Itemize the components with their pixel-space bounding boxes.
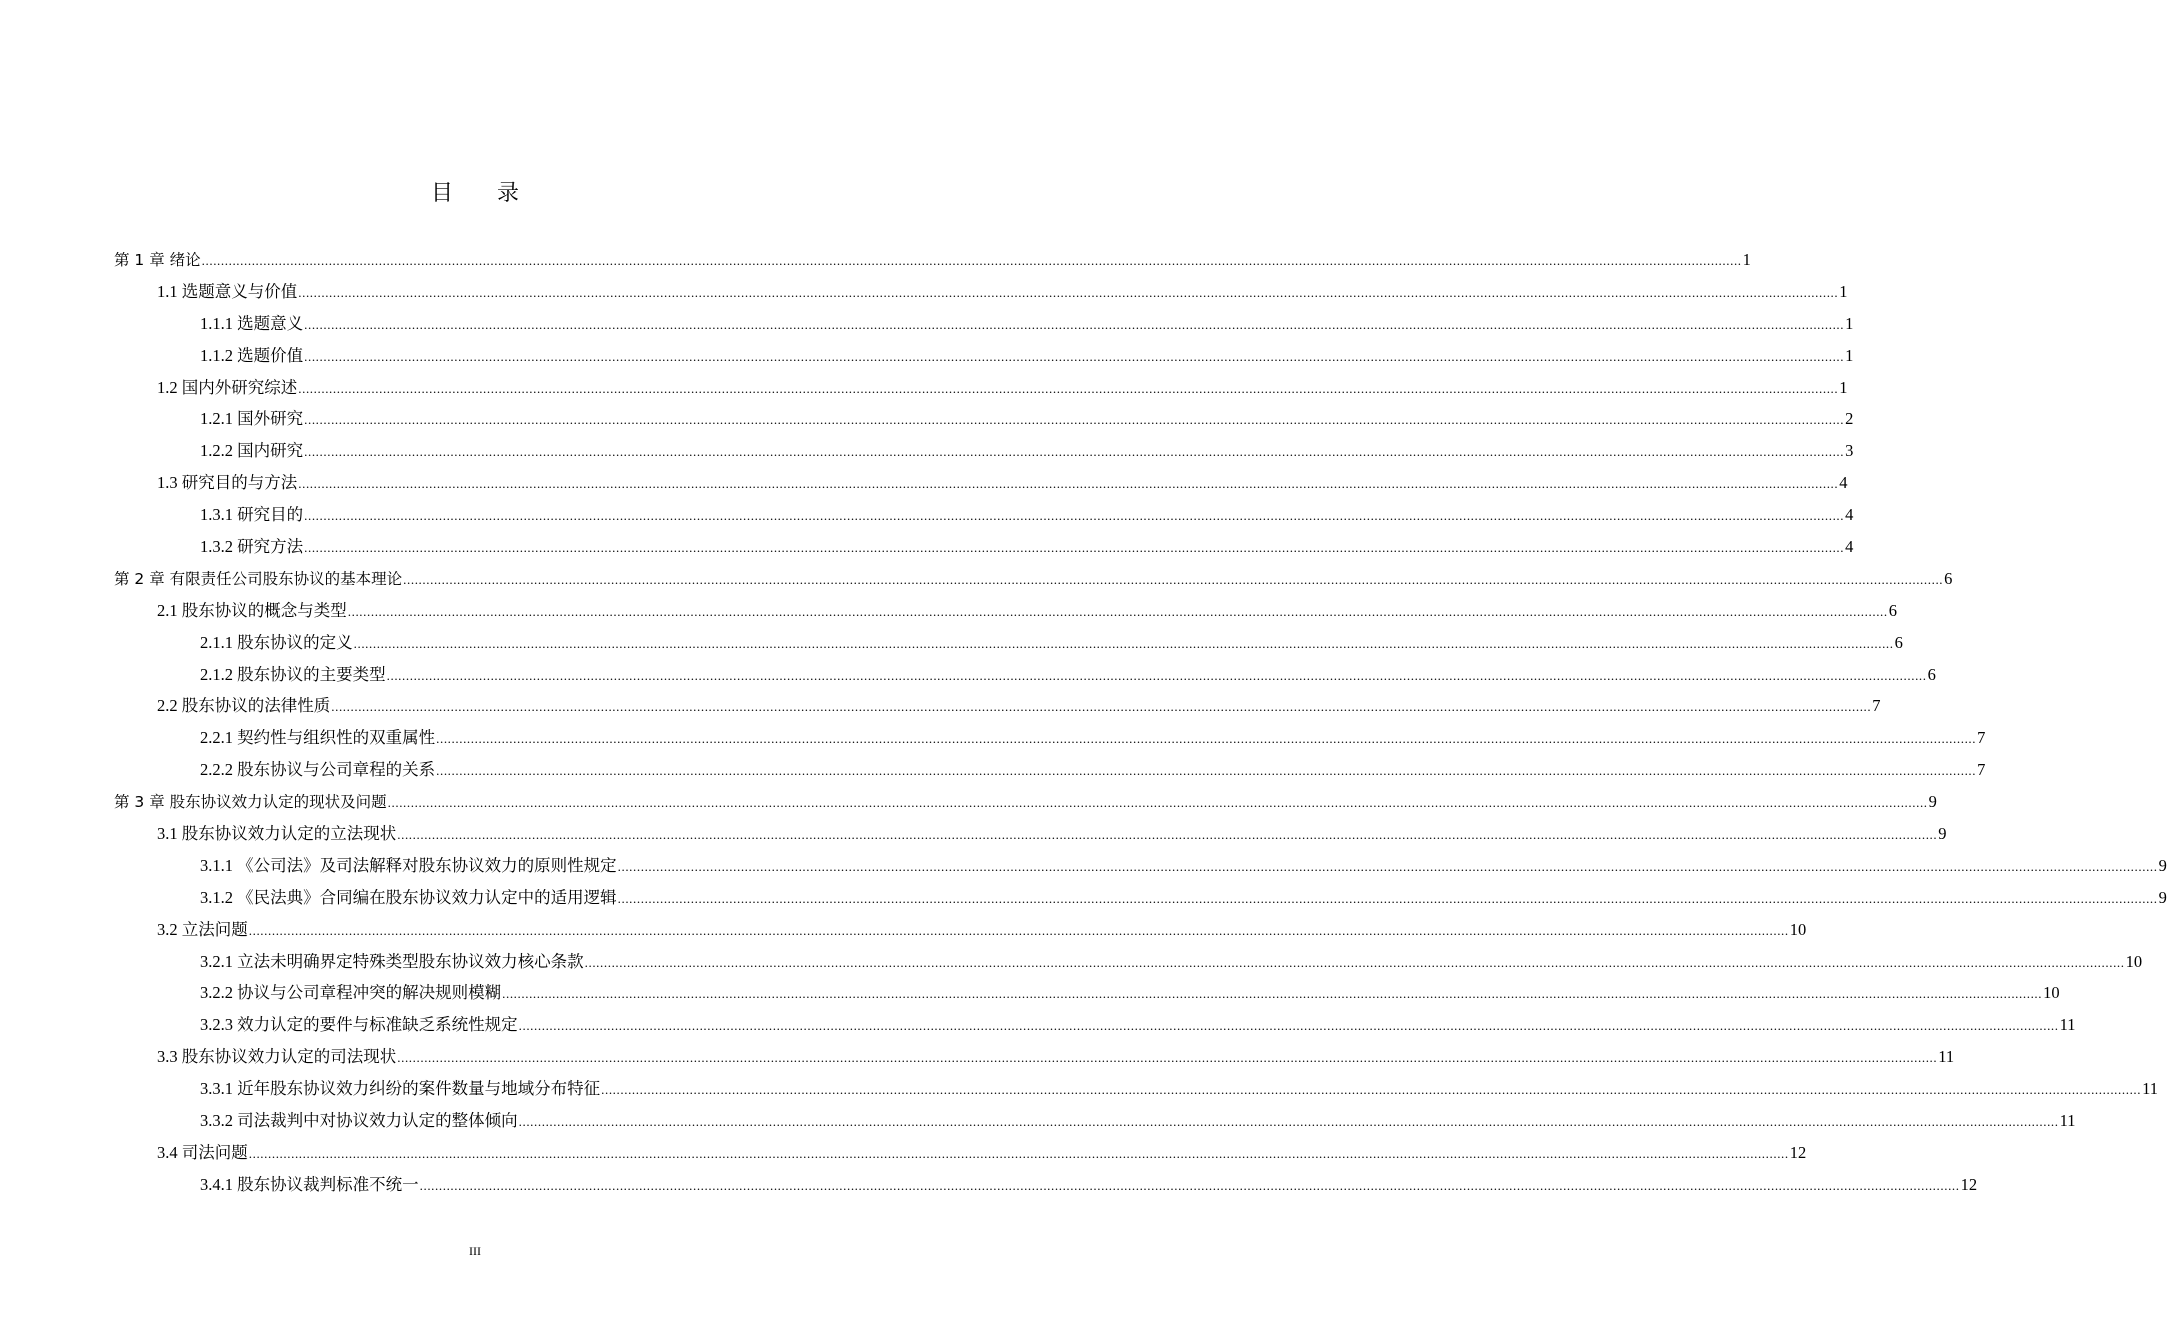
- toc-entry-title: 1.1.2 选题价值: [200, 345, 304, 365]
- toc-entry-title: 3.4.1 股东协议裁判标准不统一: [200, 1174, 419, 1194]
- toc-entry[interactable]: [114, 1073, 2159, 1105]
- toc-entry-title: 2.2.2 股东协议与公司章程的关系: [200, 760, 436, 780]
- toc-entry[interactable]: [114, 531, 1854, 563]
- toc-entry-page: 11: [2059, 1111, 2076, 1131]
- toc-entry-page: 4: [1845, 505, 1854, 525]
- toc-dot-leader: ................................................................................................................................................................................................................................................................................................................................................................................................................: [617, 890, 2158, 906]
- toc-entry[interactable]: [114, 977, 2060, 1009]
- toc-entry-page: 4: [1845, 537, 1854, 557]
- toc-entry-title: 3.1 股东协议效力认定的立法现状: [157, 824, 397, 844]
- toc-dot-leader: ................................................................................................................................................................................................................................................................................................................................................................................................................: [436, 731, 1977, 747]
- toc-entry-page: 12: [1960, 1174, 1978, 1194]
- toc-entry-page: 9: [2158, 887, 2167, 907]
- toc-entry-title: 1.1.1 选题意义: [200, 313, 304, 333]
- toc-entry[interactable]: [114, 1137, 1807, 1169]
- toc-dot-leader: ................................................................................................................................................................................................................................................................................................................................................................................................................: [601, 1082, 2142, 1098]
- toc-entry-title: 3.2.3 效力认定的要件与标准缺乏系统性规定: [200, 1015, 518, 1035]
- toc-dot-leader: ................................................................................................................................................................................................................................................................................................................................................................................................................: [304, 508, 1845, 524]
- toc-dot-leader: ................................................................................................................................................................................................................................................................................................................................................................................................................: [397, 827, 1938, 843]
- toc-dot-leader: ................................................................................................................................................................................................................................................................................................................................................................................................................: [304, 348, 1845, 364]
- toc-entry[interactable]: [114, 1041, 1955, 1073]
- toc-dot-leader: ................................................................................................................................................................................................................................................................................................................................................................................................................: [347, 603, 1888, 619]
- toc-entry[interactable]: [114, 340, 1854, 372]
- toc-entry-title: 3.3.2 司法裁判中对协议效力认定的整体倾向: [200, 1111, 518, 1131]
- toc-entry-title: 1.3.1 研究目的: [200, 505, 304, 525]
- toc-entry-page: 1: [1845, 313, 1854, 333]
- toc-entry[interactable]: [114, 1105, 2076, 1137]
- toc-entry-title: 第 3 章 股东协议效力认定的现状及问题: [114, 793, 387, 812]
- toc-entry-title: 3.3.1 近年股东协议效力纠纷的案件数量与地域分布特征: [200, 1079, 601, 1099]
- toc-dot-leader: ................................................................................................................................................................................................................................................................................................................................................................................................................: [617, 858, 2158, 874]
- toc-entry-page: 6: [1888, 600, 1897, 620]
- toc-entry-title: 1.2.1 国外研究: [200, 409, 304, 429]
- toc-entry-page: 3: [1845, 441, 1854, 461]
- toc-dot-leader: ................................................................................................................................................................................................................................................................................................................................................................................................................: [502, 986, 2043, 1002]
- toc-entry-page: 9: [2158, 855, 2167, 875]
- toc-entry[interactable]: [114, 467, 1848, 499]
- toc-entry[interactable]: [114, 850, 2167, 882]
- toc-dot-leader: ................................................................................................................................................................................................................................................................................................................................................................................................................: [397, 1050, 1938, 1066]
- toc-entry[interactable]: [114, 946, 2143, 978]
- toc-dot-leader: ................................................................................................................................................................................................................................................................................................................................................................................................................: [403, 571, 1944, 587]
- toc-entry[interactable]: [114, 722, 1986, 754]
- toc-entry-page: 1: [1839, 377, 1848, 397]
- toc-entry[interactable]: [114, 818, 1947, 850]
- toc-entry[interactable]: [114, 403, 1854, 435]
- toc-entry-page: 11: [2142, 1079, 2159, 1099]
- toc-entry-title: 2.2.1 契约性与组织性的双重属性: [200, 728, 436, 748]
- toc-entry[interactable]: [114, 499, 1854, 531]
- toc-dot-leader: ................................................................................................................................................................................................................................................................................................................................................................................................................: [248, 922, 1789, 938]
- toc-entry-title: 第 1 章 绪论: [114, 251, 201, 269]
- toc-entry[interactable]: [114, 1169, 1978, 1201]
- toc-entry-title: 1.2 国内外研究综述: [157, 377, 298, 397]
- toc-entry[interactable]: [114, 1009, 2076, 1041]
- toc-dot-leader: ................................................................................................................................................................................................................................................................................................................................................................................................................: [518, 1114, 2059, 1130]
- toc-dot-leader: ................................................................................................................................................................................................................................................................................................................................................................................................................: [304, 316, 1845, 332]
- toc-dot-leader: ................................................................................................................................................................................................................................................................................................................................................................................................................: [298, 380, 1839, 396]
- toc-entry[interactable]: [114, 659, 1936, 691]
- toc-entry[interactable]: [114, 563, 1953, 595]
- toc-entry-page: 11: [2059, 1015, 2076, 1035]
- toc-dot-leader: ................................................................................................................................................................................................................................................................................................................................................................................................................: [584, 954, 2125, 970]
- toc-entry-page: 2: [1845, 409, 1854, 429]
- toc-entry-page: 6: [1944, 568, 1953, 588]
- toc-dot-leader: ................................................................................................................................................................................................................................................................................................................................................................................................................: [386, 667, 1927, 683]
- toc-entry-title: 1.3.2 研究方法: [200, 537, 304, 557]
- toc-entry[interactable]: [114, 882, 2167, 914]
- toc-entry[interactable]: [114, 627, 1903, 659]
- toc-entry-page: 9: [1928, 792, 1937, 812]
- toc-dot-leader: ................................................................................................................................................................................................................................................................................................................................................................................................................: [331, 699, 1872, 715]
- toc-dot-leader: ................................................................................................................................................................................................................................................................................................................................................................................................................: [248, 1145, 1789, 1161]
- toc-dot-leader: ................................................................................................................................................................................................................................................................................................................................................................................................................: [419, 1177, 1960, 1193]
- toc-entry-page: 1: [1845, 345, 1854, 365]
- toc-entry-title: 3.3 股东协议效力认定的司法现状: [157, 1047, 397, 1067]
- toc-entry-page: 1: [1839, 281, 1848, 301]
- table-of-contents: [114, 244, 2167, 1201]
- toc-entry[interactable]: [114, 276, 1848, 308]
- toc-entry[interactable]: [114, 308, 1854, 340]
- toc-entry-page: 7: [1977, 728, 1986, 748]
- toc-entry-title: 第 2 章 有限责任公司股东协议的基本理论: [114, 569, 403, 588]
- toc-entry-title: 3.2 立法问题: [157, 919, 248, 939]
- toc-dot-leader: ................................................................................................................................................................................................................................................................................................................................................................................................................: [353, 635, 1894, 651]
- toc-entry-page: 6: [1927, 664, 1936, 684]
- toc-entry-title: 3.2.1 立法未明确界定特殊类型股东协议效力核心条款: [200, 951, 584, 971]
- toc-entry-title: 2.1 股东协议的概念与类型: [157, 600, 347, 620]
- toc-entry[interactable]: [114, 372, 1848, 404]
- toc-entry-page: 7: [1872, 696, 1881, 716]
- page-number: III: [469, 1244, 481, 1258]
- toc-entry-page: 7: [1977, 760, 1986, 780]
- toc-entry-page: 12: [1789, 1142, 1807, 1162]
- toc-entry-page: 9: [1938, 824, 1947, 844]
- toc-entry-page: 4: [1839, 473, 1848, 493]
- toc-entry-title: 2.2 股东协议的法律性质: [157, 696, 331, 716]
- toc-dot-leader: ................................................................................................................................................................................................................................................................................................................................................................................................................: [304, 540, 1845, 556]
- toc-entry[interactable]: [114, 914, 1807, 946]
- toc-entry-title: 2.1.1 股东协议的定义: [200, 632, 353, 652]
- toc-dot-leader: ................................................................................................................................................................................................................................................................................................................................................................................................................: [304, 412, 1845, 428]
- toc-entry-title: 1.1 选题意义与价值: [157, 281, 298, 301]
- toc-entry[interactable]: [114, 595, 1897, 627]
- toc-entry[interactable]: [114, 244, 1751, 276]
- toc-entry[interactable]: [114, 754, 1986, 786]
- toc-entry-page: 1: [1742, 250, 1751, 269]
- toc-entry[interactable]: [114, 435, 1854, 467]
- toc-entry-title: 3.1.2 《民法典》合同编在股东协议效力认定中的适用逻辑: [200, 887, 617, 907]
- toc-entry[interactable]: [114, 690, 1881, 722]
- toc-entry-page: 10: [2043, 983, 2060, 1003]
- toc-entry-page: 10: [1789, 919, 1807, 939]
- toc-dot-leader: ................................................................................................................................................................................................................................................................................................................................................................................................................: [201, 253, 1742, 268]
- toc-dot-leader: ................................................................................................................................................................................................................................................................................................................................................................................................................: [298, 476, 1839, 492]
- toc-dot-leader: ................................................................................................................................................................................................................................................................................................................................................................................................................: [298, 284, 1839, 300]
- page-title: 目录: [430, 181, 563, 206]
- toc-entry[interactable]: [114, 786, 1937, 818]
- toc-dot-leader: ................................................................................................................................................................................................................................................................................................................................................................................................................: [518, 1018, 2059, 1034]
- toc-entry-title: 3.2.2 协议与公司章程冲突的解决规则模糊: [200, 983, 502, 1003]
- toc-entry-title: 1.3 研究目的与方法: [157, 473, 298, 493]
- toc-dot-leader: ................................................................................................................................................................................................................................................................................................................................................................................................................: [304, 444, 1845, 460]
- toc-entry-page: 11: [1938, 1047, 1955, 1067]
- toc-entry-title: 3.1.1 《公司法》及司法解释对股东协议效力的原则性规定: [200, 855, 617, 875]
- toc-entry-title: 3.4 司法问题: [157, 1142, 248, 1162]
- toc-entry-title: 1.2.2 国内研究: [200, 441, 304, 461]
- toc-entry-page: 6: [1894, 632, 1903, 652]
- toc-entry-page: 10: [2125, 951, 2143, 971]
- toc-entry-title: 2.1.2 股东协议的主要类型: [200, 664, 386, 684]
- toc-dot-leader: ................................................................................................................................................................................................................................................................................................................................................................................................................: [436, 763, 1977, 779]
- toc-dot-leader: ................................................................................................................................................................................................................................................................................................................................................................................................................: [387, 795, 1928, 811]
